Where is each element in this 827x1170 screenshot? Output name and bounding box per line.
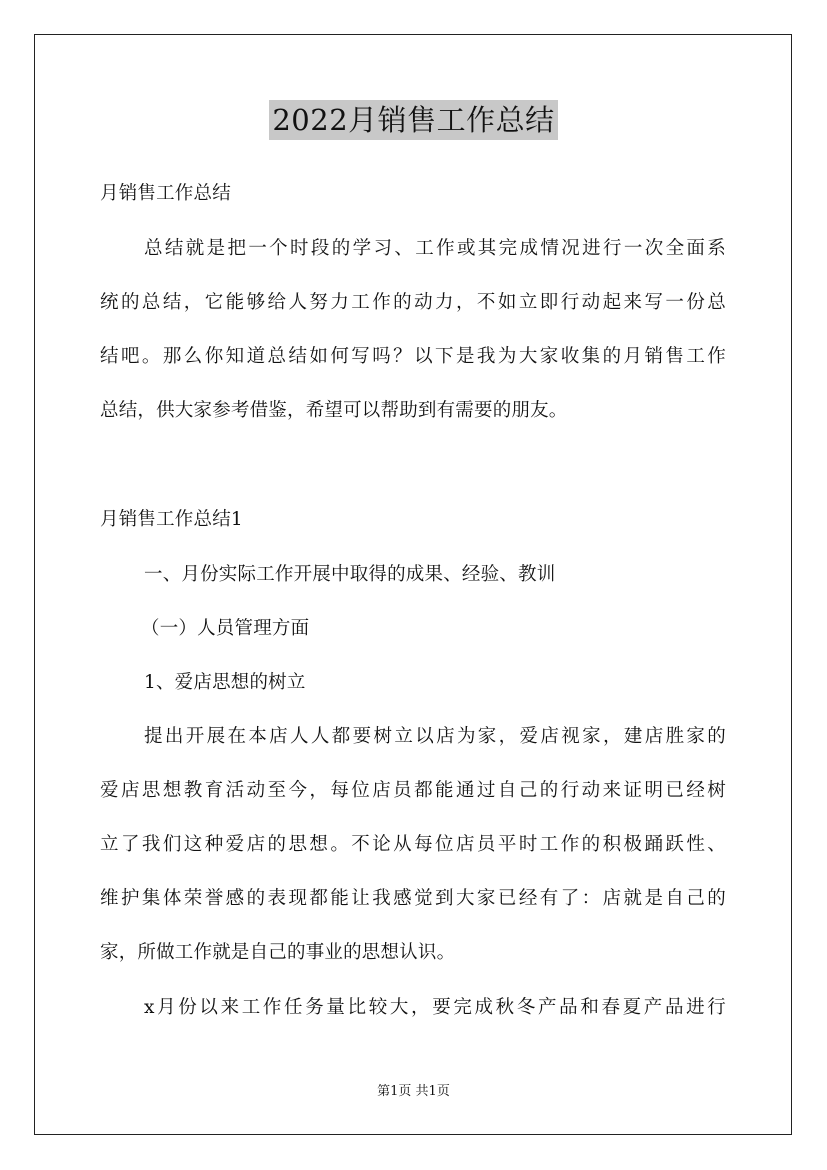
heading-level-3: 1、爱店思想的树立 bbox=[144, 672, 306, 693]
paragraph-1-line-5: 家，所做工作就是自己的事业的思想认识。 bbox=[100, 942, 456, 963]
intro-line-2: 统的总结，它能够给人努力工作的动力，不如立即行动起来写一份总 bbox=[100, 292, 726, 313]
document-subtitle: 月销售工作总结 bbox=[100, 183, 231, 204]
paragraph-1-line-3: 立了我们这种爱店的思想。不论从每位店员平时工作的积极踊跃性、 bbox=[100, 834, 726, 855]
section-title: 月销售工作总结1 bbox=[100, 509, 243, 530]
title-container bbox=[0, 100, 827, 140]
paragraph-1-line-1: 提出开展在本店人人都要树立以店为家，爱店视家，建店胜家的 bbox=[144, 726, 726, 747]
intro-line-3: 结吧。那么你知道总结如何写吗？以下是我为大家收集的月销售工作 bbox=[100, 346, 726, 367]
paragraph-1-line-2: 爱店思想教育活动至今，每位店员都能通过自己的行动来证明已经树 bbox=[100, 780, 726, 801]
heading-level-2: （一）人员管理方面 bbox=[141, 618, 310, 639]
intro-line-4: 总结，供大家参考借鉴，希望可以帮助到有需要的朋友。 bbox=[100, 400, 568, 421]
heading-level-1: 一、月份实际工作开展中取得的成果、经验、教训 bbox=[144, 564, 556, 585]
paragraph-2-line-1: x月份以来工作任务量比较大，要完成秋冬产品和春夏产品进行 bbox=[144, 997, 726, 1018]
document-title: 2022月销售工作总结 bbox=[269, 100, 557, 140]
intro-line-1: 总结就是把一个时段的学习、工作或其完成情况进行一次全面系 bbox=[144, 238, 726, 259]
paragraph-1-line-4: 维护集体荣誉感的表现都能让我感觉到大家已经有了：店就是自己的 bbox=[100, 888, 726, 909]
page-footer: 第1页 共1页 bbox=[377, 1084, 450, 1099]
